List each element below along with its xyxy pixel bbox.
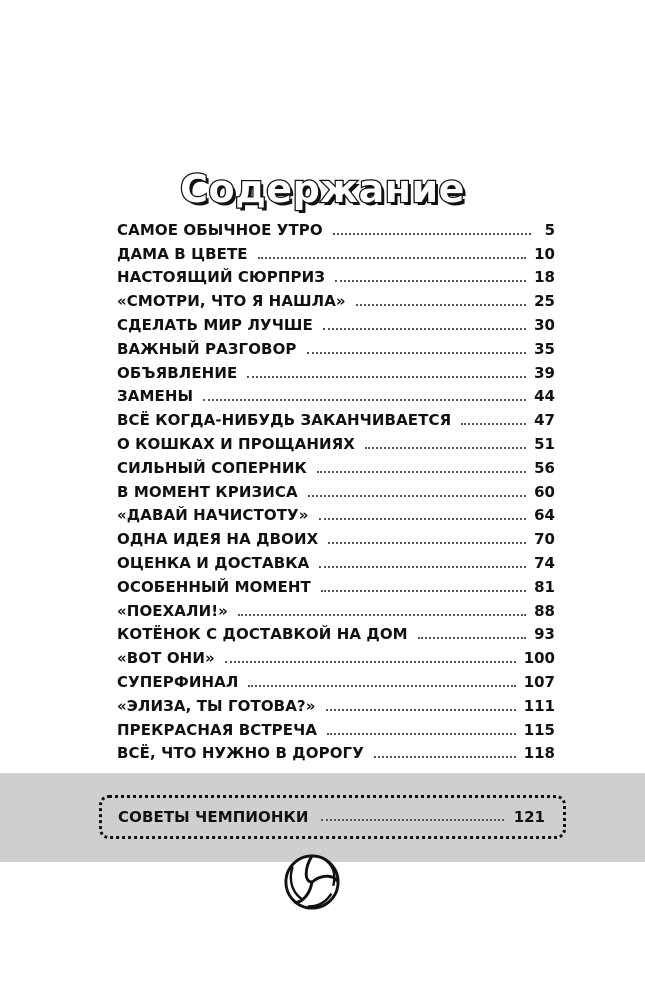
toc-entry-title: ОЦЕНКА И ДОСТАВКА — [117, 553, 310, 572]
toc-entry-page: 30 — [534, 315, 555, 334]
dot-leader — [461, 423, 526, 425]
dot-leader — [308, 495, 526, 497]
toc-entry-title: «ЭЛИЗА, ТЫ ГОТОВА?» — [117, 696, 316, 715]
toc-entry-title: ВСЁ КОГДА-НИБУДЬ ЗАКАНЧИВАЕТСЯ — [117, 411, 452, 430]
dot-leader — [356, 304, 526, 306]
toc-entry-title: ОДНА ИДЕЯ НА ДВОИХ — [117, 530, 319, 549]
toc-entry-title: ВСЁ, ЧТО НУЖНО В ДОРОГУ — [117, 744, 364, 763]
dot-leader — [328, 542, 526, 544]
dot-leader — [326, 709, 516, 711]
toc-entry-title: КОТЁНОК С ДОСТАВКОЙ НА ДОМ — [117, 625, 408, 644]
dot-leader — [319, 566, 526, 568]
toc-entry[interactable] — [117, 691, 555, 715]
toc-entry-title: ОСОБЕННЫЙ МОМЕНТ — [117, 577, 311, 596]
dot-leader — [307, 352, 527, 354]
dot-leader — [203, 399, 526, 401]
toc-entry-page: 47 — [534, 411, 555, 430]
toc-entry-page: 81 — [534, 577, 555, 596]
toc-entry-title: СДЕЛАТЬ МИР ЛУЧШЕ — [117, 315, 313, 334]
toc-entry-title: «СМОТРИ, ЧТО Я НАШЛА» — [117, 292, 346, 311]
toc-entry-page: 107 — [523, 672, 555, 691]
toc-entry-title: ДАМА В ЦВЕТЕ — [117, 244, 248, 263]
toc-entry-page: 25 — [534, 292, 555, 311]
toc-entry-page: 39 — [534, 363, 555, 382]
toc-entry-title: ЗАМЕНЫ — [117, 387, 194, 406]
toc-entry-page: 18 — [534, 268, 555, 287]
toc-entry[interactable] — [117, 667, 555, 691]
toc-entry-title: САМОЕ ОБЫЧНОЕ УТРО — [117, 220, 323, 239]
toc-entry[interactable] — [117, 739, 555, 763]
toc-entry-title: СИЛЬНЫЙ СОПЕРНИК — [117, 458, 307, 477]
toc-entry-page: 44 — [534, 387, 555, 406]
toc-entry[interactable] — [117, 572, 555, 596]
toc-entry[interactable] — [117, 263, 555, 287]
toc-entry[interactable] — [117, 620, 555, 644]
toc-entry[interactable] — [117, 524, 555, 548]
dot-leader — [319, 518, 527, 520]
toc-entry-page: 35 — [534, 339, 555, 358]
toc-entry[interactable] — [117, 286, 555, 310]
dot-leader — [321, 590, 526, 592]
toc-entry[interactable] — [117, 358, 555, 382]
toc-entry[interactable] — [117, 596, 555, 620]
toc-entry-title: В МОМЕНТ КРИЗИСА — [117, 482, 298, 501]
toc-entry[interactable] — [117, 310, 555, 334]
toc-entry-page: 74 — [534, 553, 555, 572]
toc-entry[interactable] — [117, 429, 555, 453]
dot-leader — [327, 733, 516, 735]
toc-entry-page: 93 — [534, 625, 555, 644]
dot-leader — [317, 471, 526, 473]
toc-entry-title: ПРЕКРАСНАЯ ВСТРЕЧА — [117, 720, 318, 739]
toc-entry-title: СУПЕРФИНАЛ — [117, 672, 239, 691]
toc-entry-title: НАСТОЯЩИЙ СЮРПРИЗ — [117, 268, 325, 287]
tips-entry[interactable] — [99, 795, 566, 839]
page-title: Содержание — [180, 167, 465, 212]
toc-entry-title: «ВОТ ОНИ» — [117, 649, 215, 668]
toc-entry-page: 118 — [523, 744, 555, 763]
tips-entry-page: 121 — [513, 808, 545, 826]
toc-entry-page: 111 — [523, 696, 555, 715]
toc-entry[interactable] — [117, 715, 555, 739]
volleyball-icon — [283, 853, 341, 911]
toc-entry-page: 60 — [534, 482, 555, 501]
toc-entry-title: ОБЪЯВЛЕНИЕ — [117, 363, 238, 382]
toc-entry[interactable] — [117, 239, 555, 263]
toc-entry-page: 64 — [534, 506, 555, 525]
toc-entry-page: 5 — [544, 220, 555, 239]
dot-leader — [238, 614, 526, 616]
toc-entry[interactable] — [117, 405, 555, 429]
dot-leader — [248, 685, 515, 687]
dot-leader — [374, 756, 516, 758]
toc-entry[interactable] — [117, 643, 555, 667]
toc-entry[interactable] — [117, 453, 555, 477]
toc-entry-page: 51 — [534, 434, 555, 453]
toc-entry[interactable] — [117, 548, 555, 572]
toc-entry-page: 70 — [534, 530, 555, 549]
toc-entry-page: 56 — [534, 458, 555, 477]
toc-entry[interactable] — [117, 215, 555, 239]
toc-entry-title: «ПОЕХАЛИ!» — [117, 601, 228, 620]
dot-leader — [258, 257, 526, 259]
dot-leader — [321, 819, 504, 821]
dot-leader — [335, 280, 526, 282]
toc-entry-title: О КОШКАХ И ПРОЩАНИЯХ — [117, 434, 355, 453]
toc-entry-title: ВАЖНЫЙ РАЗГОВОР — [117, 339, 297, 358]
dot-leader — [418, 637, 526, 639]
toc-entry[interactable] — [117, 477, 555, 501]
table-of-contents — [117, 215, 555, 762]
dot-leader — [247, 376, 526, 378]
toc-entry-page: 100 — [523, 649, 555, 668]
dot-leader — [225, 661, 516, 663]
toc-entry-title: «ДАВАЙ НАЧИСТОТУ» — [117, 506, 309, 525]
dot-leader — [323, 328, 526, 330]
dot-leader — [365, 447, 526, 449]
toc-entry[interactable] — [117, 501, 555, 525]
toc-entry-page: 115 — [523, 720, 555, 739]
toc-entry[interactable] — [117, 334, 555, 358]
toc-entry[interactable] — [117, 382, 555, 406]
tips-entry-title: СОВЕТЫ ЧЕМПИОНКИ — [118, 808, 309, 826]
dot-leader — [333, 233, 531, 235]
toc-entry-page: 10 — [534, 244, 555, 263]
toc-entry-page: 88 — [534, 601, 555, 620]
